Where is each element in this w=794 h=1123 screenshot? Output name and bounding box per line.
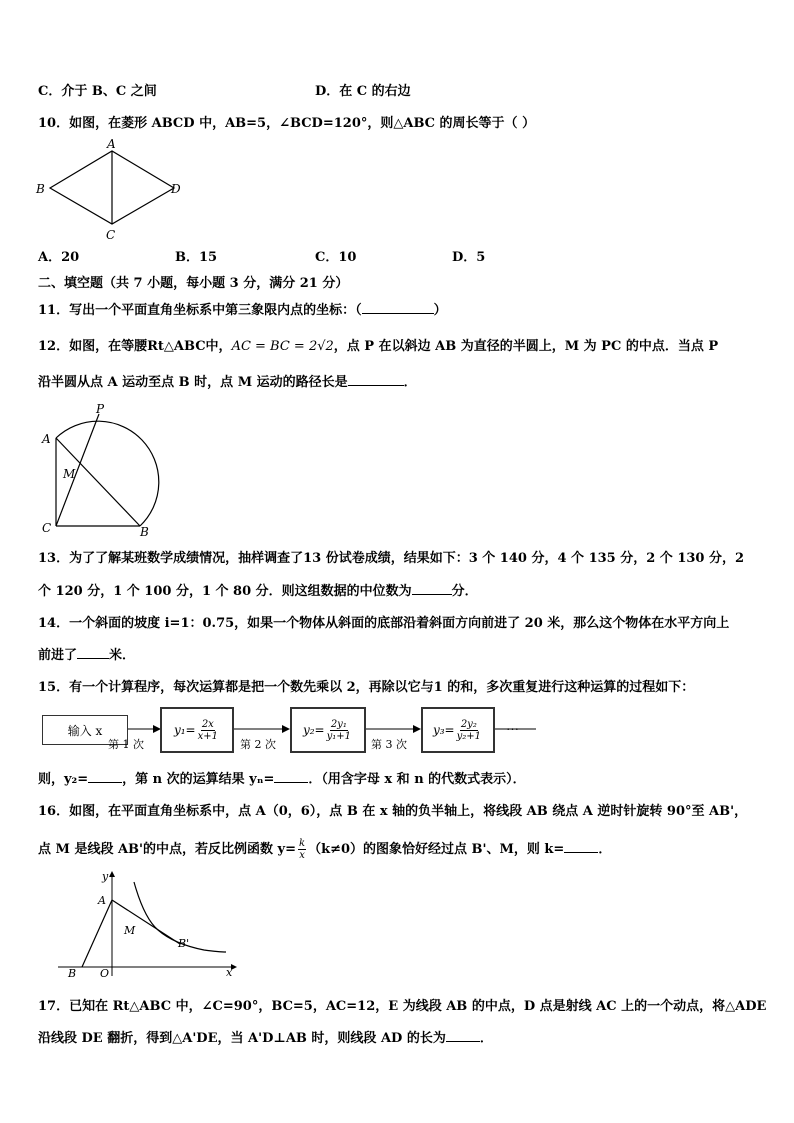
q14-line2 [38,648,135,664]
q15-box-3 [421,707,495,753]
q16-end: ． [598,842,612,857]
q15-blank-1 [88,782,122,783]
q17-end: ． [479,1031,493,1046]
q13-line2 [38,584,478,600]
q16-label-bprime: B' [178,937,190,950]
q16-label-b: B [68,967,77,980]
q14-line2-text: 前进了 [38,648,78,663]
q16-line2a: 点 M 是线段 AB'的中点，若反比例函数 y= [38,842,296,857]
q13-end: 分． [451,584,478,599]
q15-box3-lhs: y₃= [432,723,455,737]
q15-step-1: 第 1 次 [108,738,144,751]
q11-blank [362,313,434,314]
q14-blank [77,658,109,659]
q14-end: 米． [109,648,136,663]
q15-input-label: 输入 x [67,723,103,738]
q12-blank [348,385,404,386]
q10-label-d: D [171,182,181,196]
q15-answer-line [38,772,526,788]
q10-stem: 10．如图，在菱形 ABCD 中，AB=5，∠BCD=120°，则△ABC 的周长等于（ ） [38,116,536,131]
q12-line2 [38,375,417,391]
q11-end: ） [433,303,447,318]
q15-stem: 15．有一个计算程序，每次运算都是把一个数先乘以 2，再除以它与1 的和，多次重复进行这种运算的过程如下： [38,680,695,695]
q15-box2-fraction [327,719,351,742]
q16-label-x: x [226,966,233,979]
q10-option-d: D．5 [452,250,486,265]
q15-ellipsis: … [506,719,519,734]
q16-line2 [38,838,611,861]
q15-step-2: 第 2 次 [240,738,276,751]
q10-label-a: A [107,137,116,151]
q12-part1: 12．如图，在等腰Rt△ABC中， [38,339,232,354]
q15-box1-lhs: y₁= [173,723,196,737]
q12-label-p: P [96,402,105,416]
q15-box1-fraction [198,719,218,742]
q17-line2 [38,1031,493,1047]
q15-blank-2 [274,782,308,783]
q16-label-o: O [100,967,110,980]
q12-formula: AC = BC = 2√2 [231,339,334,354]
q12-part2: ，点 P 在以斜边 AB 为直径的半圆上，M 为 PC 的中点．当点 P [333,339,719,354]
section-heading: 二、填空题（共 7 小题，每小题 3 分，满分 21 分） [38,276,349,291]
q11-stem: 11．写出一个平面直角坐标系中第三象限内点的坐标：（ [38,303,362,318]
q16-label-y: y [102,870,109,883]
q13-line2-text: 个 120 分，1 个 100 分，1 个 80 分．则这组数据的中位数为 [38,584,412,599]
q17-line1: 17．已知在 Rt△ABC 中，∠C=90°，BC=5，AC=12，E 为线段 AB 的中点，D 点是射线 AC 上的一个动点，将△ADE [38,999,767,1014]
q12-line2-text: 沿半圆从点 A 运动至点 B 时，点 M 运动的路径长是 [38,375,348,390]
q9-option-d: D．在 C 的右边 [315,84,411,99]
q15-box2-den: y₁+1 [326,730,352,742]
q12-label-m: M [63,467,76,481]
q10-option-c: C．10 [315,250,357,265]
q16-blank [564,852,598,853]
q16-label-m: M [124,924,136,937]
q16-fraction [298,838,306,861]
q15-box2-lhs: y₂= [302,723,325,737]
q16-label-a: A [98,894,106,907]
q16-frac-num: k [299,838,306,849]
q15-box1-den: x+1 [197,730,219,742]
q12-label-b: B [140,525,149,539]
q17-blank [446,1041,480,1042]
q16-line2b: （k≠0）的图象恰好经过点 B'、M，则 k= [308,842,565,857]
q10-label-b: B [36,182,45,196]
q15-box1-num: 2x [201,718,214,730]
q15-answer-b: ，第 n 次的运算结果 yₙ= [122,772,275,787]
q9-option-c: C．介于 B、C 之间 [38,84,157,99]
q15-box3-num: 2y₂ [460,718,477,730]
q15-step-3: 第 3 次 [371,738,407,751]
q10-rhombus-figure [30,136,190,244]
q12-semicircle-figure [36,402,170,540]
q15-box3-den: y₂+1 [456,730,482,742]
q15-box-2 [290,707,366,753]
q10-option-b: B．15 [175,250,218,265]
q14-line1: 14．一个斜面的坡度 i=1：0.75，如果一个物体从斜面的底部沿着斜面方向前进了 20 米，那么这个物体在水平方向上 [38,616,730,631]
q15-flowchart [38,703,542,759]
q13-line1: 13．为了了解某班数学成绩情况，抽样调查了13 份试卷成绩，结果如下：3 个 140 分，4 个 135 分，2 个 130 分，2 [38,551,745,566]
q12-end: ． [403,375,417,390]
q16-coordinate-figure [54,868,240,980]
q15-box-1 [160,707,234,753]
q15-box2-num: 2y₁ [330,718,347,730]
q16-line1: 16．如图，在平面直角坐标系中，点 A（0，6），点 B 在 x 轴的负半轴上，将线段 AB 绕点 A 逆时针旋转 90°至 AB'， [38,804,748,819]
q11-line [38,303,447,319]
q15-answer-a: 则，y₂= [38,772,89,787]
q12-line1 [38,339,718,355]
q13-blank [412,594,452,595]
q15-answer-c: ．（用含字母 x 和 n 的代数式表示）． [308,772,526,787]
q15-box3-fraction [457,719,481,742]
q10-option-a: A．20 [38,250,80,265]
q12-label-a: A [42,432,51,446]
q17-line2-text: 沿线段 DE 翻折，得到△A'DE，当 A'D⊥AB 时，则线段 AD 的长为 [38,1031,446,1046]
q16-frac-den: x [299,850,305,861]
q10-label-c: C [106,228,116,242]
q12-label-c: C [42,521,52,535]
